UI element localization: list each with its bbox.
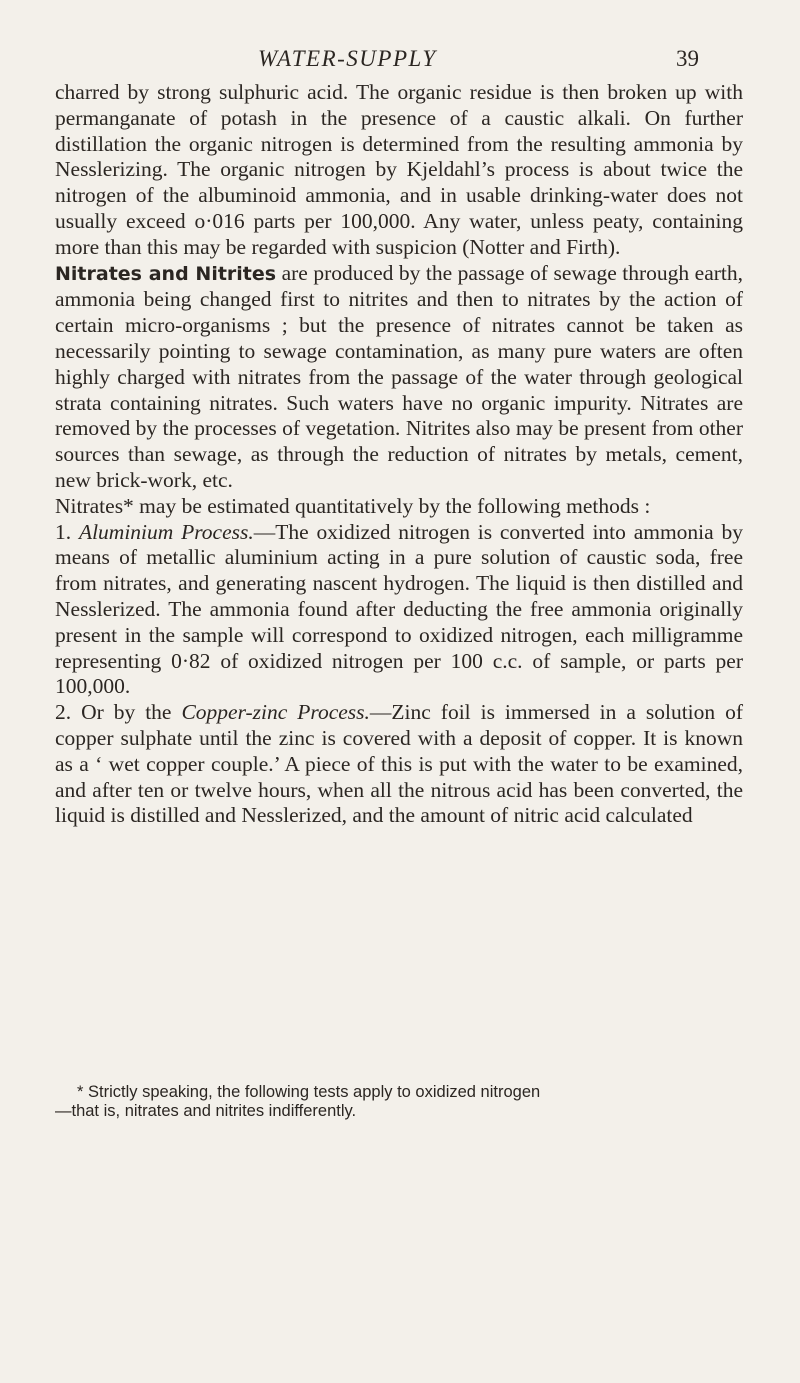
method-title-aluminium: Aluminium Process.	[78, 519, 254, 544]
method-number-1: 1.	[55, 519, 79, 544]
method-text-aluminium: —The oxidized nitrogen is converted into ammonia by means of metallic aluminium acting in a pure solution of caustic soda, free from nitrates, and generating nascent hydrogen. The liquid is then distilled and Nesslerized. The ammonia found after deducting the free ammonia originally present in the sample will correspond to oxidized nitrogen, each milligramme representing 0·82 of oxidized nitrogen per 100 c.c. of sample, or parts per 100,000.	[55, 519, 744, 699]
paragraph-nitrates-nitrites	[55, 261, 743, 494]
paragraph-nitrates-nitrites-text: are produced by the passage of sewage through earth, ammonia being changed first to nitrites and then to nitrates by the action of certain micro-organisms ; but the presence of nitrates cannot be taken as necessarily pointing to sewage contamination, as many pure waters are often highly charged with nitrates from the passage of the water through geological strata containing nitrates. Such waters have no organic impurity. Nitrates are removed by the processes of vegetation. Nitrites also may be present from other sources than sewage, as through the reduction of nitrates by metals, cement, new brick-work, etc.	[55, 260, 743, 492]
method-text-copper-zinc: —Zinc foil is immersed in a solution of copper sulphate until the zinc is covered with a deposit of copper. It is known as a ‘ wet copper couple.’ A piece of this is put with the water to be examined, and after ten or twelve hours, when all the nitrous acid has been converted, the liquid is distilled and Nesslerized, and the amount of nitric acid calculated	[55, 700, 744, 828]
footnote	[55, 1083, 745, 1121]
paragraph-organic-nitrogen: charred by strong sulphuric acid. The organic residue is then broken up with permanganate of potash in the presence of a caustic alkali. On further distillation the organic nitrogen is determined from the resulting ammonia by Nesslerizing. The organic nitrogen by Kjeldahl’s process is about twice the nitrogen of the albuminoid ammonia, and in usable drinking-water does not usually exceed o·016 parts per 100,000. Any water, unless peaty, containing more than this may be regarded with suspicion (Notter and Firth).	[55, 80, 743, 259]
footnote-line-1: * Strictly speaking, the following tests apply to oxidized nitrogen	[77, 1083, 541, 1101]
paragraph-copper-zinc-process	[55, 700, 743, 829]
footnote-line-2: —that is, nitrates and nitrites indifferently.	[55, 1102, 357, 1120]
running-head: WATER-SUPPLY	[258, 46, 437, 71]
page-number: 39	[676, 46, 699, 71]
section-heading-nitrates-nitrites: Nitrates and Nitrites	[55, 262, 277, 285]
method-number-2: 2. Or by the	[55, 700, 182, 725]
paragraph-aluminium-process	[55, 520, 743, 701]
paragraph-estimation-intro: Nitrates* may be estimated quantitatively by the following methods :	[55, 493, 651, 518]
method-title-copper-zinc: Copper-zinc Process.	[181, 700, 370, 725]
body-text	[55, 80, 743, 829]
